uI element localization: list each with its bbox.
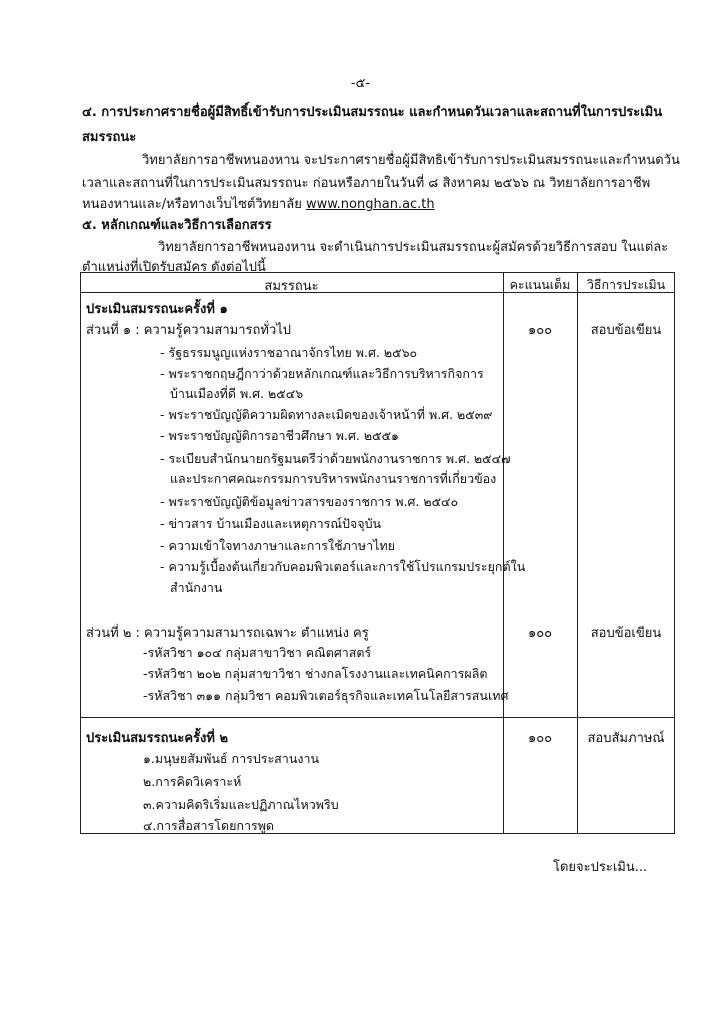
page-number: -๕-: [350, 76, 371, 91]
table-col-divider-2: [577, 272, 578, 834]
part1-item: - พระราชบัญญัติการอาชีวศึกษา พ.ศ. ๒๕๕๑: [160, 428, 399, 443]
table-header-method: วิธีการประเมิน: [586, 277, 666, 292]
round2-title: ประเมินสมรรถนะครั้งที่ ๒: [86, 731, 229, 746]
round2-item: ๒.การคิดวิเคราะห์: [143, 774, 242, 789]
round1-part1-label: ส่วนที่ ๑ : ความรู้ความสามารถทั่วไป: [86, 323, 292, 338]
part2-item: -รหัสวิชา ๑๐๔ กลุ่มสาขาวิชา คณิตศาสตร์: [143, 645, 372, 660]
round2-item: ๔.การสื่อสารโดยการพูด: [143, 818, 275, 833]
part1-item: - ข่าวสาร บ้านเมืองและเหตุการณ์ปัจจุบัน: [160, 516, 382, 531]
table-round-divider: [80, 717, 675, 718]
section5-heading: ๕. หลักเกณฑ์และวิธีการเลือกสรร: [82, 218, 272, 233]
section4-heading-line2: สมรรถนะ: [82, 130, 137, 145]
part2-item: -รหัสวิชา ๓๑๑ กลุ่มวิชา คอมพิวเตอร์ธุรกิจและเทคโนโลยีสารสนเทศ: [143, 688, 509, 703]
table-header-score: คะแนนเต็ม: [509, 277, 571, 292]
part1-item: - พระราชบัญญัติข้อมูลข่าวสารของราชการ พ.ศ. ๒๕๔๐: [160, 494, 459, 509]
part2-item: -รหัสวิชา ๒๐๒ กลุ่มสาขาวิชา ช่างกลโรงงานและเทคนิคการผลิต: [143, 666, 488, 681]
table-col-divider-1: [503, 272, 504, 834]
table-header-competency: สมรรถนะ: [264, 279, 319, 294]
section5-body-line1: วิทยาลัยการอาชีพหนองหาน จะดำเนินการประเมินสมรรถนะผู้สมัครด้วยวิธีการสอบ ในแต่ละ: [158, 240, 669, 255]
round1-part2-score: ๑๐๐: [527, 626, 553, 641]
round1-title: ประเมินสมรรถนะครั้งที่ ๑: [86, 302, 228, 317]
round2-item: ๑.มนุษยสัมพันธ์ การประสานงาน: [143, 751, 320, 766]
section5-body-line2: ตำแหน่งที่เปิดรับสมัคร ดังต่อไปนี้: [82, 260, 266, 275]
round1-part1-method: สอบข้อเขียน: [590, 323, 662, 338]
continuation-text: โดยจะประเมิน...: [553, 860, 648, 875]
part1-item: - พระราชบัญญัติความผิดทางละเมิดของเจ้าหน้าที่ พ.ศ. ๒๕๓๙: [160, 407, 493, 422]
round1-part2-method: สอบข้อเขียน: [590, 626, 662, 641]
part1-item: - รัฐธรรมนูญแห่งราชอาณาจักรไทย พ.ศ. ๒๕๖๐: [160, 345, 418, 360]
part1-item-continuation: สำนักงาน: [170, 580, 223, 595]
round2-item: ๓.ความคิดริเริ่มและปฏิภาณไหวพริบ: [143, 797, 339, 812]
round1-part2-label: ส่วนที่ ๒ : ความรู้ความสามารถเฉพาะ ตำแหน่ง ครู: [86, 626, 369, 641]
round2-method: สอบสัมภาษณ์: [587, 731, 665, 746]
part1-item: - พระราชกฤษฎีกาว่าด้วยหลักเกณฑ์และวิธีการบริหารกิจการ: [160, 366, 484, 381]
round1-part1-score: ๑๐๐: [527, 323, 553, 338]
section4-body-line3: [82, 193, 435, 214]
section4-body-line2: เวลาและสถานที่ในการประเมินสมรรถนะ ก่อนหรือภายในวันที่ ๘ สิงหาคม ๒๕๖๖ ณ วิทยาลัยการอาชีพ: [82, 176, 651, 191]
part1-item-continuation: บ้านเมืองที่ดี พ.ศ. ๒๕๔๖: [170, 386, 304, 401]
section4-heading-line1: ๔. การประกาศรายชื่อผู้มีสิทธิ์เข้ารับการประเมินสมรรถนะ และกำหนดวันเวลาและสถานที่ในการประเมิน: [82, 105, 663, 120]
section4-body-line1: วิทยาลัยการอาชีพหนองหาน จะประกาศรายชื่อผู้มีสิทธิเข้ารับการประเมินสมรรถนะและกำหนดวัน: [142, 153, 680, 168]
part1-item: - ความเข้าใจทางภาษาและการใช้ภาษาไทย: [160, 538, 395, 553]
round2-score: ๑๐๐: [527, 731, 553, 746]
part1-item: - ระเบียบสำนักนายกรัฐมนตรีว่าด้วยพนักงานราชการ พ.ศ. ๒๕๔๗: [160, 451, 511, 466]
part1-item: - ความรู้เบื้องต้นเกี่ยวกับคอมพิวเตอร์และการใช้โปรแกรมประยุกต์ใน: [160, 559, 526, 574]
website-link[interactable]: www.nonghan.ac.th: [305, 197, 435, 212]
section4-body-line3-prefix: หนองหานและ/หรือทางเว็บไซต์วิทยาลัย: [82, 197, 302, 212]
part1-item-continuation: และประกาศคณะกรรมการบริหารพนักงานราชการที่เกี่ยวข้อง: [170, 471, 497, 486]
